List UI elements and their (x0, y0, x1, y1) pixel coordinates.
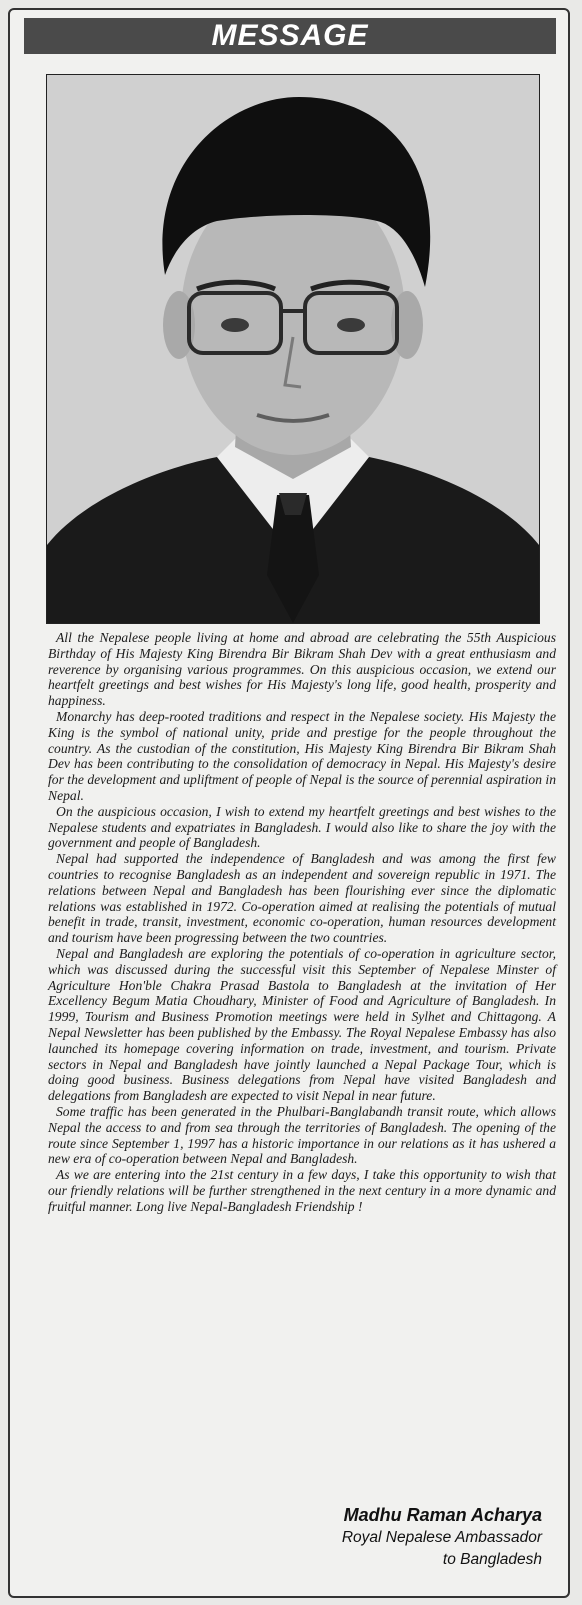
paragraph: Nepal and Bangladesh are exploring the potentials of co-operation in agriculture sector, which was discussed during the successful visit this September of Nepalese Minster of Agriculture Hon'ble Chakra Prasad Bastola to Bangladesh at the invitation of Her Excellency Begum Matia Choudhary, Minister of Food and Agriculture of Bangladesh. In 1999, Tourism and Business Promotion meetings were held in Sylhet and Chittagong. A Nepal Newsletter has been published by the Embassy. The Royal Nepalese Embassy has also launched its homepage covering information on trade, investment, and tourism. Private sectors in Nepal and Bangladesh have jointly launched a Nepal Package Tour, which is doing good business. Business delegations from Nepal have visited Bangladesh and delegations from Bangladesh are expected to visit Nepal in near future. (48, 945, 556, 1104)
paragraph: Some traffic has been generated in the Phulbari-Banglabandh transit route, which allows Nepal the access to and from sea through the territories of Bangladesh. The opening of the route since September 1, 1997 has a historic importance in our relations as it has ushered a new era of co-operation between Nepal and Bangladesh. (48, 1103, 556, 1167)
signatory-title: Royal Nepalese Ambassador (341, 1529, 542, 1546)
portrait-illustration (47, 75, 539, 623)
signature-block (342, 1503, 542, 1571)
header-banner (24, 18, 556, 54)
paragraph: All the Nepalese people living at home and abroad are celebrating the 55th Auspicious Birthday of His Majesty King Birendra Bir Bikram Shah Dev with a great enthusiasm and reverence by organising various programmes. On this auspicious occasion, we extend our heartfelt greetings and best wishes for His Majesty's long life, good health, prosperity and happiness. (48, 630, 556, 709)
article-body (48, 630, 556, 1214)
portrait-photo (46, 74, 540, 624)
paragraph: On the auspicious occasion, I wish to extend my heartfelt greetings and best wishes to the Nepalese students and expatriates in Bangladesh. I would also like to share the joy with the government and people of Bangladesh. (48, 803, 556, 851)
page-title: MESSAGE (211, 19, 369, 52)
paragraph: Nepal had supported the independence of Bangladesh and was among the first few countries to recognise Bangladesh as an independent and sovereign republic in 1971. The relations between Nepal and Bangladesh has been flourishing ever since the diplomatic relations was established in 1972. Co-operation aimed at realising the potentials of mutual benefit in trade, transit, investment, economic co-operation, human resources development and tourism have been progressing between the two countries. (48, 851, 556, 946)
signatory-name: Madhu Raman Acharya (343, 1505, 542, 1525)
signatory-title-2: to Bangladesh (442, 1551, 542, 1568)
message-frame (8, 8, 570, 1598)
paragraph: As we are entering into the 21st century in a few days, I take this opportunity to wish that our friendly relations will be further strengthened in the next century in a more dynamic and fruitful manner. Long live Nepal-Bangladesh Friendship ! (48, 1167, 556, 1214)
paragraph: Monarchy has deep-rooted traditions and respect in the Nepalese society. His Majesty the King is the symbol of national unity, pride and prestige for the people throughout the country. As the custodian of the constitution, His Majesty King Birendra Bir Bikram Shah Dev has been contributing to the consolidation of democracy in Nepal. His Majesty's desire for the development and upliftment of people of Nepal is the source of perennial aspiration in Nepal. (48, 708, 556, 803)
